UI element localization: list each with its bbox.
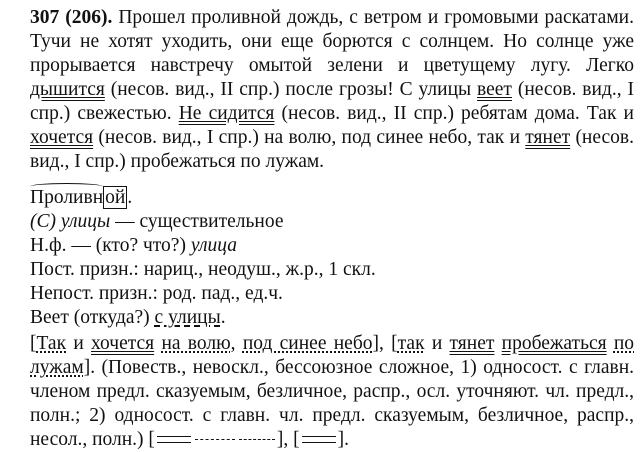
circumstance-pod-nebo: под синее небо [242,333,373,354]
sentence-parse: [Так и хочется на волю, под синее небо], [так и тянет пробежаться по лужам]. (Повеств., невоскл., бессоюзное сложное, 1) односост. с главн. членом предл. сказуемым, безличное, распр., осл. уточняют. чл. предл., полн.; 2) односост. с главн. чл. предл. сказуемым, безличное, распр., несол., полн.) [ ], [ ]. [30,333,635,450]
adverb-tak-2: так [397,333,425,354]
word-analysis [30,186,634,330]
morpheme-word: Проливн ой . [30,187,133,208]
circumstance-po-luzham: по лужам [30,333,635,378]
predicate-hochetsya: хочется [30,127,94,148]
predicate-dyshitsya: дышится [30,79,105,100]
exercise-text: 307 (206). Прошел проливной дождь, с ветром и громовыми раскатами. Тучи не хотят уходить, они еще борются с солнцем. Но солнце уже прорывается навстречу омытой зелени и цветущему лугу. Легко дышится (несов. вид., II спр.) после грозы! С улицы веет (несов. вид., I спр.) свежестью. Не сидится (несов. вид., II спр.) ребятам дома. Так и хочется (несов. вид., I спр.) на волю, под синее небо, так и тянет (несов. вид., I спр.) пробежаться по лужам. [30,7,634,172]
scheme-predicate-mark [157,436,191,443]
scheme-circumstance-mark [195,439,235,440]
analysis-line-4: Непост. призн.: род. пад., ед.ч. [30,283,283,304]
analysis-line-1: (С) улицы — существительное [30,211,284,232]
circumstance-na-volyu: на волю [161,333,231,354]
exercise-number: 307 (206). [30,7,113,28]
analysis-line-3: Пост. призн.: нариц., неодуш., ж.р., 1 скл. [30,259,376,280]
sentence-scheme: [ ], [ ]. [148,429,350,450]
predicate-probezhat: пробежаться [501,333,607,354]
predicate-tyanet-parse: тянет [449,333,495,354]
analysis-line-5: Веет (откуда?) с улицы. [30,307,226,328]
scheme-circumstance-mark-2 [239,439,275,440]
word-root: Проливн [30,187,104,208]
predicate-ne-siditsya: Не сидится [178,103,275,124]
adverb-tak: Так [36,333,67,354]
predicate-veet: веет [477,79,512,100]
word-ending: ой [105,187,126,208]
predicate-hochetsya-parse: хочется [91,333,155,354]
analysis-line-2: Н.ф. — (кто? что?) улица [30,235,237,256]
predicate-tyanet: тянет [525,127,571,148]
scheme-predicate-mark-2 [302,436,336,443]
